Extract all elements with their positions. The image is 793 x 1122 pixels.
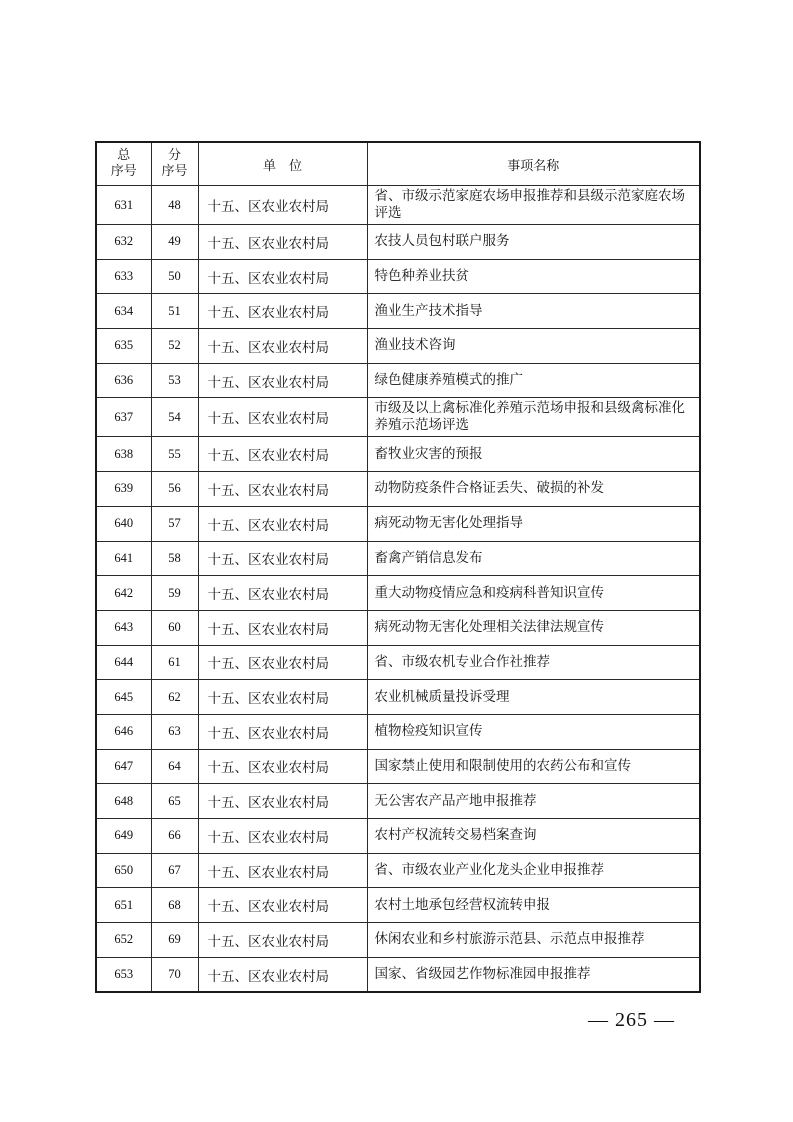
header-total-serial bbox=[96, 142, 151, 186]
cell-total-serial: 634 bbox=[96, 294, 151, 329]
table-row bbox=[96, 957, 700, 992]
table-row bbox=[96, 541, 700, 576]
cell-sub-serial: 62 bbox=[151, 680, 198, 715]
cell-unit: 十五、区农业农村局 bbox=[198, 888, 367, 923]
page-number: — 265 — bbox=[588, 1009, 675, 1031]
cell-unit: 十五、区农业农村局 bbox=[198, 680, 367, 715]
cell-total-serial: 652 bbox=[96, 923, 151, 958]
cell-unit: 十五、区农业农村局 bbox=[198, 819, 367, 854]
table-row bbox=[96, 576, 700, 611]
cell-sub-serial: 49 bbox=[151, 225, 198, 260]
cell-item-name: 农村土地承包经营权流转申报 bbox=[367, 888, 700, 923]
cell-unit: 十五、区农业农村局 bbox=[198, 259, 367, 294]
cell-sub-serial: 52 bbox=[151, 329, 198, 364]
header-unit: 单 位 bbox=[198, 142, 367, 186]
cell-item-name: 渔业技术咨询 bbox=[367, 329, 700, 364]
cell-item-name: 省、市级农机专业合作社推荐 bbox=[367, 645, 700, 680]
table-row bbox=[96, 472, 700, 507]
cell-sub-serial: 60 bbox=[151, 610, 198, 645]
table-row bbox=[96, 819, 700, 854]
header-sub-serial-line2: 序号 bbox=[161, 164, 188, 179]
cell-unit: 十五、区农业农村局 bbox=[198, 437, 367, 472]
header-sub-serial-line1: 分 bbox=[167, 148, 181, 163]
cell-item-name: 病死动物无害化处理指导 bbox=[367, 506, 700, 541]
cell-item-name: 重大动物疫情应急和疫病科普知识宣传 bbox=[367, 576, 700, 611]
table-row bbox=[96, 225, 700, 260]
cell-total-serial: 647 bbox=[96, 749, 151, 784]
cell-total-serial: 631 bbox=[96, 186, 151, 225]
cell-total-serial: 641 bbox=[96, 541, 151, 576]
cell-sub-serial: 48 bbox=[151, 186, 198, 225]
cell-item-name: 渔业生产技术指导 bbox=[367, 294, 700, 329]
cell-unit: 十五、区农业农村局 bbox=[198, 714, 367, 749]
table-row bbox=[96, 853, 700, 888]
cell-item-name: 市级及以上禽标准化养殖示范场申报和县级禽标准化养殖示范场评选 bbox=[367, 398, 700, 437]
cell-unit: 十五、区农业农村局 bbox=[198, 645, 367, 680]
table-row bbox=[96, 329, 700, 364]
cell-item-name: 国家、省级园艺作物标准园申报推荐 bbox=[367, 957, 700, 992]
cell-sub-serial: 58 bbox=[151, 541, 198, 576]
cell-unit: 十五、区农业农村局 bbox=[198, 610, 367, 645]
cell-item-name: 病死动物无害化处理相关法律法规宣传 bbox=[367, 610, 700, 645]
cell-sub-serial: 55 bbox=[151, 437, 198, 472]
table-row bbox=[96, 506, 700, 541]
cell-sub-serial: 53 bbox=[151, 363, 198, 398]
cell-total-serial: 632 bbox=[96, 225, 151, 260]
cell-unit: 十五、区农业农村局 bbox=[198, 784, 367, 819]
cell-item-name: 无公害农产品产地申报推荐 bbox=[367, 784, 700, 819]
table-body bbox=[96, 186, 700, 993]
table-row bbox=[96, 437, 700, 472]
cell-sub-serial: 50 bbox=[151, 259, 198, 294]
cell-item-name: 绿色健康养殖模式的推广 bbox=[367, 363, 700, 398]
cell-sub-serial: 70 bbox=[151, 957, 198, 992]
table-row bbox=[96, 363, 700, 398]
header-total-serial-line1: 总 bbox=[117, 148, 131, 163]
cell-sub-serial: 57 bbox=[151, 506, 198, 541]
cell-sub-serial: 66 bbox=[151, 819, 198, 854]
cell-total-serial: 635 bbox=[96, 329, 151, 364]
cell-unit: 十五、区农业农村局 bbox=[198, 363, 367, 398]
cell-total-serial: 651 bbox=[96, 888, 151, 923]
cell-total-serial: 644 bbox=[96, 645, 151, 680]
cell-item-name: 畜禽产销信息发布 bbox=[367, 541, 700, 576]
cell-total-serial: 653 bbox=[96, 957, 151, 992]
cell-total-serial: 645 bbox=[96, 680, 151, 715]
cell-total-serial: 638 bbox=[96, 437, 151, 472]
cell-item-name: 休闲农业和乡村旅游示范县、示范点申报推荐 bbox=[367, 923, 700, 958]
cell-total-serial: 650 bbox=[96, 853, 151, 888]
cell-item-name: 植物检疫知识宣传 bbox=[367, 714, 700, 749]
cell-unit: 十五、区农业农村局 bbox=[198, 923, 367, 958]
cell-unit: 十五、区农业农村局 bbox=[198, 749, 367, 784]
header-item-name: 事项名称 bbox=[367, 142, 700, 186]
cell-sub-serial: 56 bbox=[151, 472, 198, 507]
table-row bbox=[96, 610, 700, 645]
cell-total-serial: 646 bbox=[96, 714, 151, 749]
cell-total-serial: 642 bbox=[96, 576, 151, 611]
table-row bbox=[96, 749, 700, 784]
cell-sub-serial: 63 bbox=[151, 714, 198, 749]
cell-sub-serial: 51 bbox=[151, 294, 198, 329]
cell-sub-serial: 65 bbox=[151, 784, 198, 819]
cell-item-name: 国家禁止使用和限制使用的农药公布和宣传 bbox=[367, 749, 700, 784]
cell-unit: 十五、区农业农村局 bbox=[198, 329, 367, 364]
cell-total-serial: 649 bbox=[96, 819, 151, 854]
header-total-serial-line2: 序号 bbox=[110, 164, 137, 179]
cell-sub-serial: 59 bbox=[151, 576, 198, 611]
cell-unit: 十五、区农业农村局 bbox=[198, 957, 367, 992]
cell-unit: 十五、区农业农村局 bbox=[198, 576, 367, 611]
cell-unit: 十五、区农业农村局 bbox=[198, 225, 367, 260]
cell-total-serial: 636 bbox=[96, 363, 151, 398]
cell-item-name: 特色种养业扶贫 bbox=[367, 259, 700, 294]
cell-item-name: 省、市级示范家庭农场申报推荐和县级示范家庭农场评选 bbox=[367, 186, 700, 225]
header-sub-serial bbox=[151, 142, 198, 186]
cell-unit: 十五、区农业农村局 bbox=[198, 541, 367, 576]
cell-sub-serial: 54 bbox=[151, 398, 198, 437]
cell-item-name: 农技人员包村联户服务 bbox=[367, 225, 700, 260]
cell-total-serial: 648 bbox=[96, 784, 151, 819]
table-row bbox=[96, 259, 700, 294]
cell-item-name: 畜牧业灾害的预报 bbox=[367, 437, 700, 472]
table-row bbox=[96, 398, 700, 437]
cell-unit: 十五、区农业农村局 bbox=[198, 398, 367, 437]
cell-unit: 十五、区农业农村局 bbox=[198, 186, 367, 225]
matters-table bbox=[95, 141, 701, 993]
cell-unit: 十五、区农业农村局 bbox=[198, 294, 367, 329]
table-row bbox=[96, 784, 700, 819]
cell-total-serial: 640 bbox=[96, 506, 151, 541]
cell-sub-serial: 64 bbox=[151, 749, 198, 784]
cell-sub-serial: 69 bbox=[151, 923, 198, 958]
table-row bbox=[96, 294, 700, 329]
table-row bbox=[96, 680, 700, 715]
cell-total-serial: 637 bbox=[96, 398, 151, 437]
cell-item-name: 农村产权流转交易档案查询 bbox=[367, 819, 700, 854]
cell-unit: 十五、区农业农村局 bbox=[198, 506, 367, 541]
cell-unit: 十五、区农业农村局 bbox=[198, 472, 367, 507]
table-row bbox=[96, 923, 700, 958]
table-row bbox=[96, 186, 700, 225]
cell-total-serial: 643 bbox=[96, 610, 151, 645]
cell-sub-serial: 68 bbox=[151, 888, 198, 923]
cell-item-name: 农业机械质量投诉受理 bbox=[367, 680, 700, 715]
table-header-row bbox=[96, 142, 700, 186]
cell-total-serial: 633 bbox=[96, 259, 151, 294]
cell-sub-serial: 67 bbox=[151, 853, 198, 888]
cell-unit: 十五、区农业农村局 bbox=[198, 853, 367, 888]
table-row bbox=[96, 714, 700, 749]
table-row bbox=[96, 888, 700, 923]
table-row bbox=[96, 645, 700, 680]
cell-total-serial: 639 bbox=[96, 472, 151, 507]
cell-sub-serial: 61 bbox=[151, 645, 198, 680]
cell-item-name: 省、市级农业产业化龙头企业申报推荐 bbox=[367, 853, 700, 888]
cell-item-name: 动物防疫条件合格证丢失、破损的补发 bbox=[367, 472, 700, 507]
